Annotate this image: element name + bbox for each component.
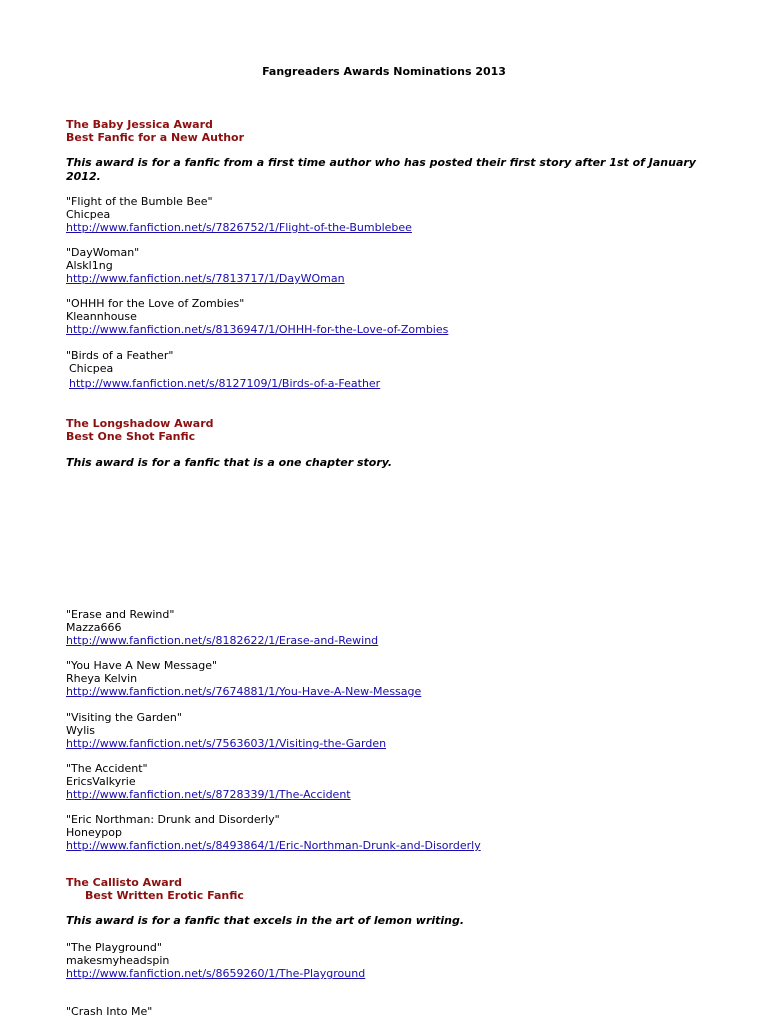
award-name: The Callisto Award [66, 876, 183, 889]
nomination-author: Wylis [66, 724, 96, 737]
nomination-entry [66, 246, 716, 285]
nomination-entry [66, 297, 716, 336]
nomination-author: Kleannhouse [66, 310, 137, 323]
nomination-title: "Crash Into Me" [66, 1005, 153, 1018]
award-name: The Longshadow Award [66, 417, 214, 430]
nomination-link[interactable]: http://www.fanfiction.net/s/7674881/1/You-Have-A-New-Message [66, 685, 422, 698]
award-description: This award is for a fanfic that is a one chapter story. [66, 456, 393, 469]
nomination-title: "Visiting the Garden" [66, 711, 182, 724]
nomination-entry [66, 659, 716, 698]
nomination-author: Alskl1ng [66, 259, 113, 272]
nomination-link[interactable]: http://www.fanfiction.net/s/8493864/1/Eric-Northman-Drunk-and-Disorderly [66, 839, 481, 852]
nomination-entry [66, 813, 716, 852]
nomination-entry [66, 762, 716, 801]
nomination-author: Rheya Kelvin [66, 672, 138, 685]
award-category: Best One Shot Fanfic [66, 430, 196, 443]
award-name: The Baby Jessica Award [66, 118, 213, 131]
nomination-title: "You Have A New Message" [66, 659, 218, 672]
award-description: This award is for a fanfic from a first time author who has posted their first story after 1st of January 2012. [66, 156, 696, 183]
nomination-entry [66, 195, 716, 234]
nomination-link[interactable]: http://www.fanfiction.net/s/8182622/1/Erase-and-Rewind [66, 634, 379, 647]
nomination-entry [66, 349, 716, 390]
nomination-entry [66, 608, 716, 647]
nomination-author: Chicpea [66, 208, 111, 221]
nomination-author: makesmyheadspin [66, 954, 170, 967]
nomination-title: "OHHH for the Love of Zombies" [66, 297, 245, 310]
nomination-entry [66, 1005, 716, 1018]
nomination-title: "DayWoman" [66, 246, 140, 259]
nomination-link[interactable]: http://www.fanfiction.net/s/7813717/1/DayWOman [66, 272, 345, 285]
nomination-title: "Flight of the Bumble Bee" [66, 195, 213, 208]
nomination-author: Chicpea [69, 362, 114, 375]
nomination-link[interactable]: http://www.fanfiction.net/s/8728339/1/The-Accident [66, 788, 351, 801]
nomination-title: "Eric Northman: Drunk and Disorderly" [66, 813, 280, 826]
nomination-title: "The Accident" [66, 762, 148, 775]
nomination-title: "Birds of a Feather" [66, 349, 174, 362]
award-category: Best Fanfic for a New Author [66, 131, 245, 144]
nomination-entry [66, 711, 716, 750]
nomination-link[interactable]: http://www.fanfiction.net/s/8127109/1/Birds-of-a-Feather [69, 377, 381, 390]
nomination-title: "The Playground" [66, 941, 162, 954]
nomination-title: "Erase and Rewind" [66, 608, 175, 621]
nomination-link[interactable]: http://www.fanfiction.net/s/7826752/1/Flight-of-the-Bumblebee [66, 221, 412, 234]
nomination-link[interactable]: http://www.fanfiction.net/s/8659260/1/The-Playground [66, 967, 366, 980]
nomination-author: EricsValkyrie [66, 775, 136, 788]
award-description: This award is for a fanfic that excels in the art of lemon writing. [66, 914, 465, 927]
nomination-entry [66, 941, 716, 980]
nomination-author: Mazza666 [66, 621, 122, 634]
award-category: Best Written Erotic Fanfic [85, 889, 244, 902]
nomination-link[interactable]: http://www.fanfiction.net/s/7563603/1/Visiting-the-Garden [66, 737, 387, 750]
nomination-link[interactable]: http://www.fanfiction.net/s/8136947/1/OHHH-for-the-Love-of-Zombies [66, 323, 449, 336]
document-title: Fangreaders Awards Nominations 2013 [262, 65, 506, 78]
nomination-author: Honeypop [66, 826, 122, 839]
